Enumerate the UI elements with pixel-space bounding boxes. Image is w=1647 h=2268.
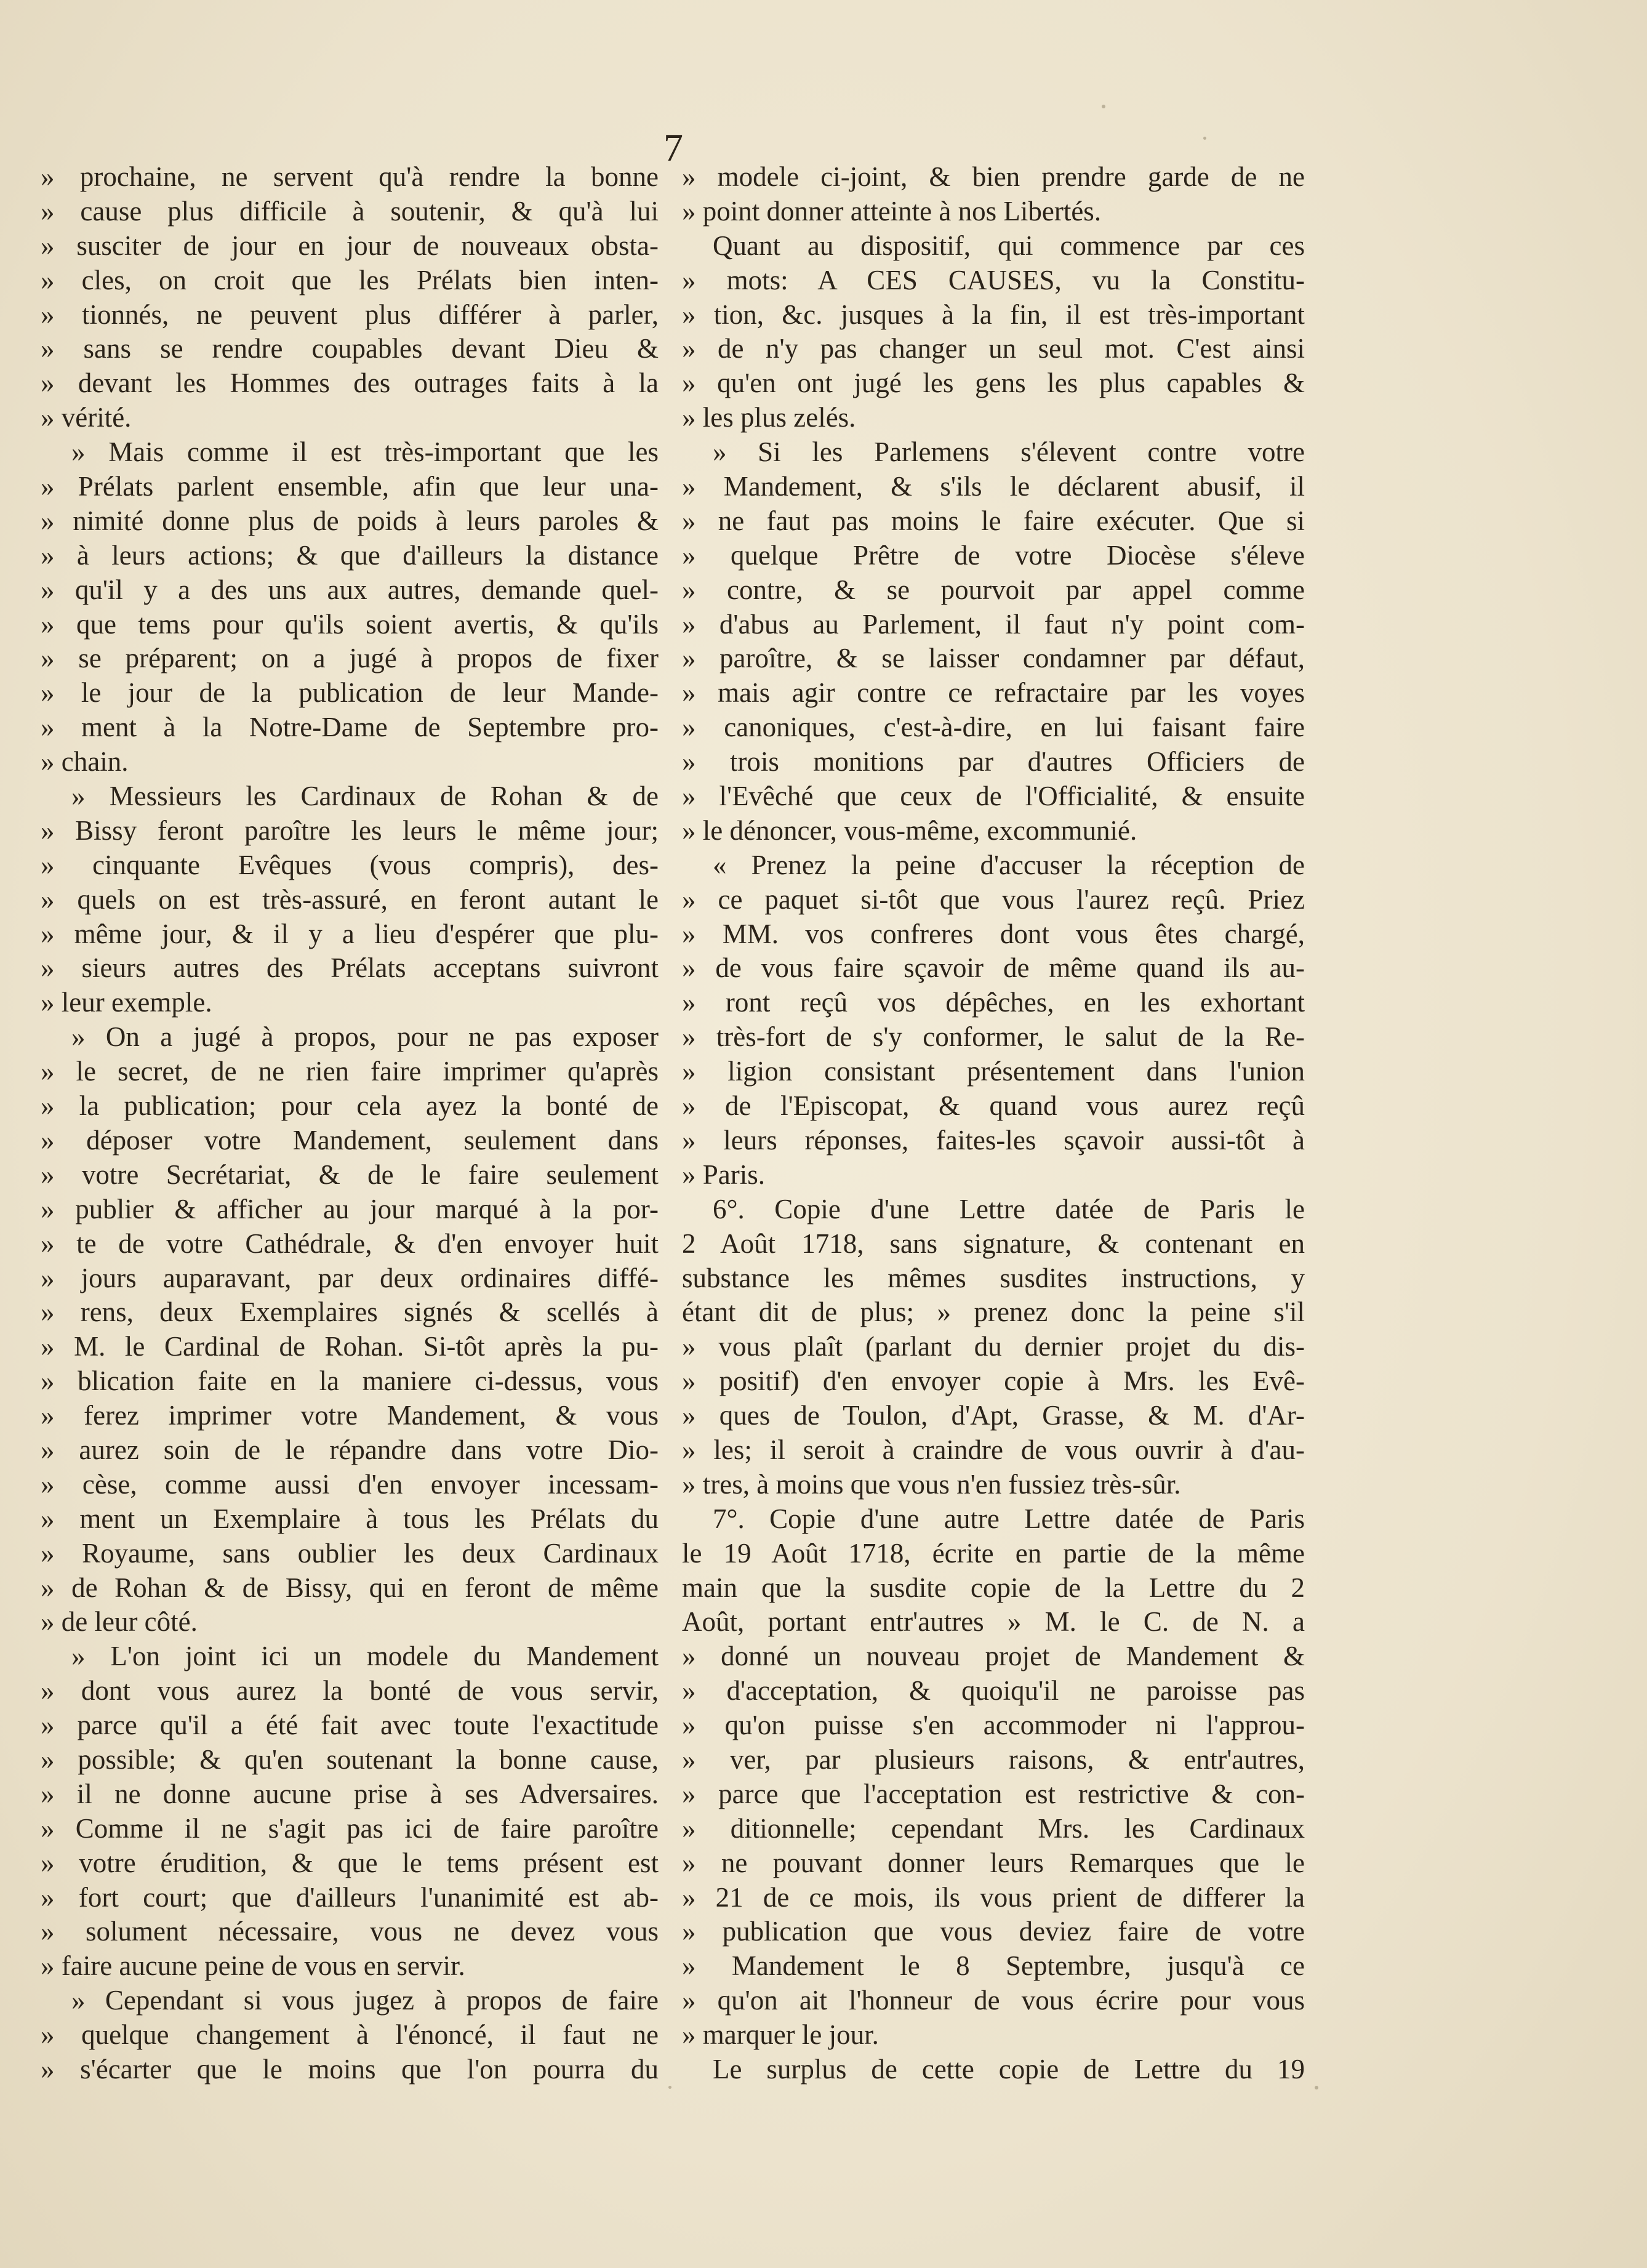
text-line: » ment un Exemplaire à tous les Prélats du	[41, 1503, 659, 1534]
text-line: étant dit de plus; » prenez donc la peine s'il	[682, 1297, 1305, 1328]
text-line: » de n'y pas changer un seul mot. C'est ainsi	[682, 333, 1305, 364]
text-line: » à leurs actions; & que d'ailleurs la distance	[41, 539, 659, 571]
text-line: » susciter de jour en jour de nouveaux obsta-	[41, 230, 659, 261]
text-line: » fort court; que d'ailleurs l'unanimité est ab-	[41, 1881, 659, 1913]
text-line: » trois monitions par d'autres Officiers de	[682, 746, 1305, 778]
text-line: » positif) d'en envoyer copie à Mrs. les Evê-	[682, 1365, 1305, 1397]
text-line: Quant au dispositif, qui commence par ces	[713, 230, 1305, 261]
text-line: » se préparent; on a jugé à propos de fixer	[41, 643, 659, 674]
text-line: » que tems pour qu'ils soient avertis, & qu'ils	[41, 608, 659, 640]
text-line: » devant les Hommes des outrages faits à la	[41, 368, 659, 399]
text-line: » vérité.	[41, 402, 132, 433]
text-line: » sieurs autres des Prélats acceptans suivront	[41, 952, 659, 984]
text-line: Août, portant entr'autres » M. le C. de N. a	[682, 1606, 1305, 1638]
text-line: » paroître, & se laisser condamner par défaut,	[682, 643, 1305, 674]
text-line: » aurez soin de le répandre dans votre Dio-	[41, 1434, 659, 1465]
text-line: » ditionnelle; cependant Mrs. les Cardinaux	[682, 1812, 1305, 1844]
text-line: 7°. Copie d'une autre Lettre datée de Paris	[713, 1503, 1305, 1534]
text-line: » même jour, & il y a lieu d'espérer que plu-	[41, 918, 659, 949]
text-line: » parce que l'acceptation est restrictive & con-	[682, 1778, 1305, 1809]
text-line: main que la susdite copie de la Lettre du 2	[682, 1572, 1305, 1603]
text-line: » Si les Parlemens s'élevent contre votre	[713, 436, 1305, 468]
text-line: » ques de Toulon, d'Apt, Grasse, & M. d'Ar-	[682, 1400, 1305, 1431]
text-line: » Prélats parlent ensemble, afin que leur una-	[41, 471, 659, 502]
text-line: Le surplus de cette copie de Lettre du 19	[713, 2053, 1305, 2085]
text-line: » Royaume, sans oublier les deux Cardinaux	[41, 1537, 659, 1569]
text-line: » d'abus au Parlement, il faut n'y point com-	[682, 608, 1305, 640]
text-line: » te de votre Cathédrale, & d'en envoyer huit	[41, 1228, 659, 1259]
text-line: » Cependant si vous jugez à propos de faire	[71, 1985, 659, 2016]
text-line: » donné un nouveau projet de Mandement &	[682, 1641, 1305, 1672]
text-line: » ligion consistant présentement dans l'union	[682, 1056, 1305, 1087]
text-line: 2 Août 1718, sans signature, & contenant en	[682, 1228, 1305, 1259]
text-line: » ce paquet si-tôt que vous l'aurez reçû. Priez	[682, 883, 1305, 915]
text-line: » sans se rendre coupables devant Dieu &	[41, 333, 659, 364]
paper-speck	[668, 2086, 671, 2089]
text-line: » très-fort de s'y conformer, le salut de la Re-	[682, 1021, 1305, 1053]
text-line: » le secret, de ne rien faire imprimer qu'après	[41, 1056, 659, 1087]
text-line: 6°. Copie d'une Lettre datée de Paris le	[713, 1193, 1305, 1224]
text-line: » cinquante Evêques (vous compris), des-	[41, 849, 659, 880]
text-line: » ver, par plusieurs raisons, & entr'autres,	[682, 1743, 1305, 1775]
text-line: » le jour de la publication de leur Mande-	[41, 677, 659, 709]
text-line: » 21 de ce mois, ils vous prient de differer la	[682, 1881, 1305, 1913]
text-line: » dont vous aurez la bonté de vous servir,	[41, 1675, 659, 1707]
text-line: » votre Secrétariat, & de le faire seulement	[41, 1159, 659, 1190]
text-line: » cles, on croit que les Prélats bien inten-	[41, 264, 659, 296]
text-line: » MM. vos confreres dont vous êtes chargé,	[682, 918, 1305, 949]
text-line: » Mandement, & s'ils le déclarent abusif, il	[682, 471, 1305, 502]
text-line: » Messieurs les Cardinaux de Rohan & de	[71, 781, 659, 812]
text-line: » les; il seroit à craindre de vous ouvrir à d'au-	[682, 1434, 1305, 1465]
text-line: » chain.	[41, 746, 129, 778]
text-line: » jours auparavant, par deux ordinaires diffé-	[41, 1262, 659, 1293]
text-line: substance les mêmes susdites instructions, y	[682, 1262, 1305, 1293]
text-line: » vous plaît (parlant du dernier projet du dis-	[682, 1331, 1305, 1362]
text-line: » Mais comme il est très-important que les	[71, 436, 659, 468]
text-line: » Mandement le 8 Septembre, jusqu'à ce	[682, 1950, 1305, 1982]
text-line: » mots: A CES CAUSES, vu la Constitu-	[682, 264, 1305, 296]
text-line: » déposer votre Mandement, seulement dans	[41, 1124, 659, 1156]
text-line: » Bissy feront paroître les leurs le même jour;	[41, 814, 659, 846]
text-line: » leur exemple.	[41, 987, 212, 1018]
text-line: » le dénoncer, vous-même, excommunié.	[682, 814, 1137, 846]
text-line: » quelque changement à l'énoncé, il faut ne	[41, 2019, 659, 2051]
text-line: » de l'Episcopat, & quand vous aurez reçû	[682, 1090, 1305, 1122]
text-line: » d'acceptation, & quoiqu'il ne paroisse pas	[682, 1675, 1305, 1707]
paper-speck	[1102, 105, 1105, 108]
text-line: » ne faut pas moins le faire exécuter. Que si	[682, 505, 1305, 536]
text-line: » ment à la Notre-Dame de Septembre pro-	[41, 712, 659, 743]
paper-speck	[1203, 137, 1206, 140]
text-line: » Comme il ne s'agit pas ici de faire paroître	[41, 1812, 659, 1844]
text-line: » de leur côté.	[41, 1606, 198, 1638]
text-line: » cause plus difficile à soutenir, & qu'à lui	[41, 195, 659, 227]
text-line: » de vous faire sçavoir de même quand ils au-	[682, 952, 1305, 984]
text-line: » tionnés, ne peuvent plus différer à parler,	[41, 299, 659, 330]
text-line: » quelque Prêtre de votre Diocèse s'éleve	[682, 539, 1305, 571]
text-line: » qu'il y a des uns aux autres, demande quel-	[41, 574, 659, 605]
text-line: » cèse, comme aussi d'en envoyer incessam-	[41, 1468, 659, 1500]
text-line: » On a jugé à propos, pour ne pas exposer	[71, 1021, 659, 1053]
text-line: » possible; & qu'en soutenant la bonne cause,	[41, 1743, 659, 1775]
text-line: » ferez imprimer votre Mandement, & vous	[41, 1400, 659, 1431]
text-line: » parce qu'il a été fait avec toute l'exactitude	[41, 1710, 659, 1741]
text-line: » M. le Cardinal de Rohan. Si-tôt après la pu-	[41, 1331, 659, 1362]
text-line: » de Rohan & de Bissy, qui en feront de même	[41, 1572, 659, 1603]
text-line: » tion, &c. jusques à la fin, il est très-important	[682, 299, 1305, 330]
text-line: » l'Evêché que ceux de l'Officialité, & ensuite	[682, 781, 1305, 812]
right-column	[682, 160, 1305, 2087]
text-line: » prochaine, ne servent qu'à rendre la bonne	[41, 161, 659, 192]
text-line: » Paris.	[682, 1159, 765, 1190]
text-line: » contre, & se pourvoit par appel comme	[682, 574, 1305, 605]
text-line: » ront reçû vos dépêches, en les exhortant	[682, 987, 1305, 1018]
text-line: » votre érudition, & que le tems présent est	[41, 1847, 659, 1878]
text-line: » blication faite en la maniere ci-dessus, vous	[41, 1365, 659, 1397]
text-line: » solument nécessaire, vous ne devez vous	[41, 1916, 659, 1947]
text-line: » s'écarter que le moins que l'on pourra du	[41, 2053, 659, 2085]
text-line: » marquer le jour.	[682, 2019, 879, 2051]
text-line: » nimité donne plus de poids à leurs paroles &	[41, 505, 659, 536]
text-line: » publication que vous deviez faire de votre	[682, 1916, 1305, 1947]
text-line: » canoniques, c'est-à-dire, en lui faisant faire	[682, 712, 1305, 743]
text-line: » les plus zelés.	[682, 402, 856, 433]
page-number: 7	[663, 126, 683, 169]
text-line: » leurs réponses, faites-les sçavoir aussi-tôt à	[682, 1124, 1305, 1156]
text-line: » publier & afficher au jour marqué à la por-	[41, 1193, 659, 1224]
text-line: le 19 Août 1718, écrite en partie de la même	[682, 1537, 1305, 1569]
text-line: « Prenez la peine d'accuser la réception de	[713, 849, 1305, 880]
text-line: » rens, deux Exemplaires signés & scellés à	[41, 1297, 659, 1328]
text-line: » la publication; pour cela ayez la bonté de	[41, 1090, 659, 1122]
paper-speck	[1315, 2086, 1318, 2089]
text-line: » L'on joint ici un modele du Mandement	[71, 1641, 659, 1672]
text-line: » faire aucune peine de vous en servir.	[41, 1950, 465, 1982]
text-line: » qu'on ait l'honneur de vous écrire pour vous	[682, 1985, 1305, 2016]
text-line: » mais agir contre ce refractaire par les voyes	[682, 677, 1305, 709]
text-line: » qu'on puisse s'en accommoder ni l'approu-	[682, 1710, 1305, 1741]
left-column	[41, 160, 659, 2087]
text-line: » point donner atteinte à nos Libertés.	[682, 195, 1102, 227]
text-line: » quels on est très-assuré, en feront autant le	[41, 883, 659, 915]
text-line: » qu'en ont jugé les gens les plus capables &	[682, 368, 1305, 399]
text-line: » modele ci-joint, & bien prendre garde de ne	[682, 161, 1305, 192]
text-line: » ne pouvant donner leurs Remarques que le	[682, 1847, 1305, 1878]
text-line: » tres, à moins que vous n'en fussiez très-sûr.	[682, 1468, 1181, 1500]
text-line: » il ne donne aucune prise à ses Adversaires.	[41, 1778, 659, 1809]
